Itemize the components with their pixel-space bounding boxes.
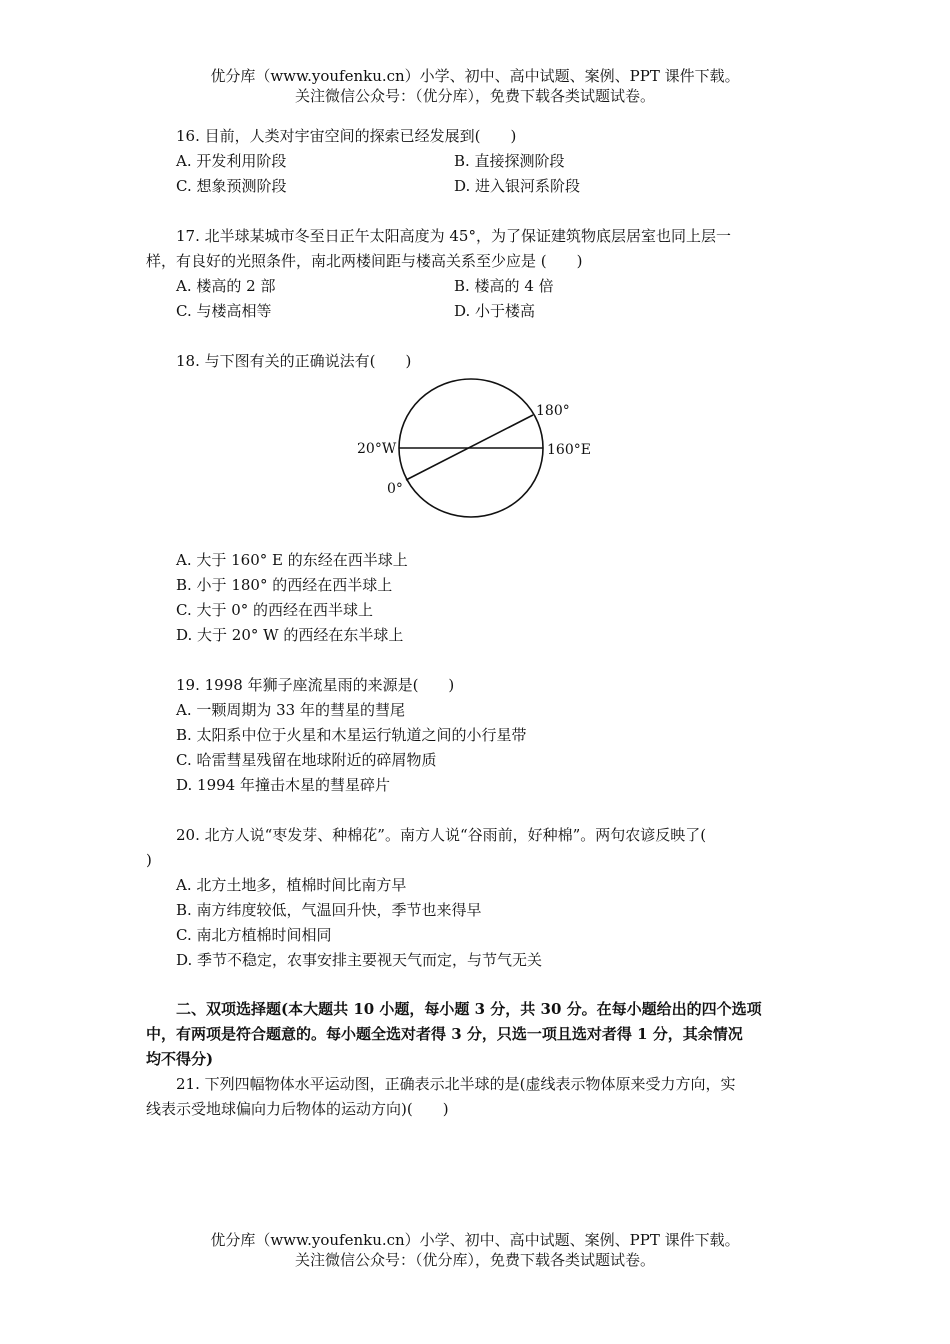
q20-stem-line-1: 20. 北方人说“枣发芽、种棉花”。南方人说“谷雨前，好种棉”。两句农谚反映了( bbox=[176, 826, 707, 844]
q20-option-d: D. 季节不稳定，农事安排主要视天气而定，与节气无关 bbox=[176, 951, 543, 969]
q17-option-d: D. 小于楼高 bbox=[454, 302, 536, 320]
q19-option-b: B. 太阳系中位于火星和木星运行轨道之间的小行星带 bbox=[176, 726, 527, 744]
q17-stem-line-1: 17. 北半球某城市冬至日正午太阳高度为 45°，为了保证建筑物底层居室也同上层一 bbox=[176, 227, 731, 245]
q19-stem: 19. 1998 年狮子座流星雨的来源是( ) bbox=[176, 676, 455, 694]
q20-option-a: A. 北方土地多，植棉时间比南方早 bbox=[176, 876, 407, 894]
q18-option-d: D. 大于 20° W 的西经在东半球上 bbox=[176, 626, 404, 644]
q17-option-a: A. 楼高的 2 部 bbox=[176, 277, 276, 295]
q16-option-b: B. 直接探测阶段 bbox=[454, 152, 565, 170]
q16-stem: 16. 目前，人类对宇宙空间的探索已经发展到( ) bbox=[176, 127, 517, 145]
q20-stem-line-2: ) bbox=[146, 851, 152, 869]
q16-option-c: C. 想象预测阶段 bbox=[176, 177, 287, 195]
q20-option-b: B. 南方纬度较低，气温回升快，季节也来得早 bbox=[176, 901, 482, 919]
header-line-1: 优分库（www.youfenku.cn）小学、初中、高中试题、案例、PPT 课件下载。 bbox=[210, 67, 740, 85]
q18-stem: 18. 与下图有关的正确说法有( ) bbox=[176, 352, 412, 370]
label-160e: 160°E bbox=[547, 442, 591, 458]
section2-heading-line-1: 二、双项选择题(本大题共 10 小题，每小题 3 分，共 30 分。在每小题给出的四个选项 bbox=[176, 1000, 762, 1018]
header-line-2: 关注微信公众号：（优分库），免费下载各类试题试卷。 bbox=[294, 87, 655, 105]
q17-option-b: B. 楼高的 4 倍 bbox=[454, 277, 554, 295]
q18-option-b: B. 小于 180° 的西经在西半球上 bbox=[176, 576, 393, 594]
q18-option-a: A. 大于 160° E 的东经在西半球上 bbox=[176, 551, 408, 569]
section2-heading-line-3: 均不得分) bbox=[146, 1050, 214, 1068]
q21-stem-line-1: 21. 下列四幅物体水平运动图，正确表示北半球的是(虚线表示物体原来受力方向，实 bbox=[176, 1075, 736, 1093]
label-180: 180° bbox=[536, 403, 570, 419]
q17-option-c: C. 与楼高相等 bbox=[176, 302, 272, 320]
q19-option-d: D. 1994 年撞击木星的彗星碎片 bbox=[176, 776, 390, 794]
q16-option-d: D. 进入银河系阶段 bbox=[454, 177, 581, 195]
hemisphere-diagram bbox=[340, 372, 610, 532]
q19-option-c: C. 哈雷彗星残留在地球附近的碎屑物质 bbox=[176, 751, 437, 769]
footer-line-1: 优分库（www.youfenku.cn）小学、初中、高中试题、案例、PPT 课件下载。 bbox=[210, 1231, 740, 1249]
footer-line-2: 关注微信公众号：（优分库），免费下载各类试题试卷。 bbox=[294, 1251, 655, 1269]
q21-stem-line-2: 线表示受地球偏向力后物体的运动方向)( ) bbox=[146, 1100, 449, 1118]
q18-option-c: C. 大于 0° 的西经在西半球上 bbox=[176, 601, 374, 619]
q16-option-a: A. 开发利用阶段 bbox=[176, 152, 287, 170]
section2-heading-line-2: 中，有两项是符合题意的。每小题全选对者得 3 分，只选一项且选对者得 1 分，其余情况 bbox=[146, 1025, 743, 1043]
label-20w: 20°W bbox=[357, 441, 397, 457]
q20-option-c: C. 南北方植棉时间相同 bbox=[176, 926, 332, 944]
label-0: 0° bbox=[387, 481, 403, 497]
q19-option-a: A. 一颗周期为 33 年的彗星的彗尾 bbox=[176, 701, 405, 719]
q17-stem-line-2: 样，有良好的光照条件，南北两楼间距与楼高关系至少应是 ( ) bbox=[146, 252, 583, 270]
